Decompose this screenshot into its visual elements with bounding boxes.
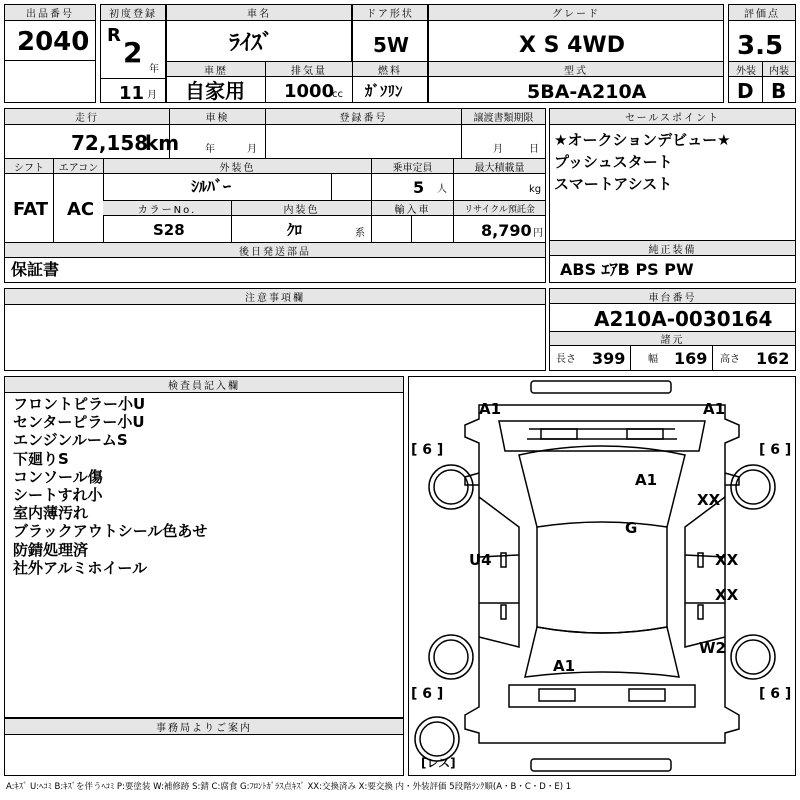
inspector-note: コンソール傷 xyxy=(13,467,103,486)
inspector-note: シートすれ小 xyxy=(13,486,103,505)
transfer-day-unit: 日 xyxy=(529,144,539,155)
cc-label: 排気量 xyxy=(266,62,352,77)
car-name-label: 車名 xyxy=(167,5,351,21)
car-diagram-box xyxy=(408,376,796,776)
color-no-label: カラーNo. xyxy=(103,201,231,216)
damage-mark: U4 xyxy=(469,551,492,569)
lot-number: 2040 xyxy=(17,27,90,57)
inspector-note: 防錆処理済 xyxy=(13,540,89,559)
ext-label: 外装 xyxy=(729,62,763,77)
door-type: 5W xyxy=(373,33,409,57)
score: 3.5 xyxy=(737,31,784,61)
capacity: 5 xyxy=(413,178,425,197)
equipment-box xyxy=(549,240,796,283)
damage-mark: A1 xyxy=(703,400,726,418)
width: 169 xyxy=(674,349,708,368)
color-no: S28 xyxy=(153,221,185,239)
damage-mark: A1 xyxy=(635,471,658,489)
ext-grade: D xyxy=(737,79,754,103)
score-label: 評価点 xyxy=(729,5,795,21)
car-name-box xyxy=(166,4,352,62)
sales-item: プッシュスタート xyxy=(554,153,673,171)
load-label: 最大積載量 xyxy=(453,159,545,174)
legend: A:ｷｽﾞ U:ﾍｺﾐ B:ｷｽﾞを伴うﾍｺﾐ P:要塗装 W:補修跡 S:錆 C:腐食 G:ﾌﾛﾝﾄｶﾞﾗｽ点ｷｽﾞ XX:交換済み X:要交換 内・外装評価 5段階ﾗﾝｸ順(A・B・C・D・E) 1 xyxy=(6,782,572,792)
first-reg-label: 初度登録 xyxy=(101,5,165,21)
damage-mark: G xyxy=(625,519,638,537)
chassis-label: 車台番号 xyxy=(550,289,795,304)
reg-year: 2 xyxy=(123,36,143,69)
sales-point-box xyxy=(549,108,796,241)
reg-month: 11 xyxy=(119,83,145,104)
capacity-label: 乗車定員 xyxy=(371,159,453,174)
mileage: 72,158 xyxy=(71,131,149,155)
tire-tread-rear-right: [ 6 ] xyxy=(759,686,792,702)
mileage-label: 走行 xyxy=(5,109,169,125)
car-name: ﾗｲｽﾞ xyxy=(229,31,274,56)
inspector-label: 検査員記入欄 xyxy=(5,377,403,393)
history: 自家用 xyxy=(185,79,245,103)
damage-mark: A1 xyxy=(553,657,576,675)
transfer-month-unit: 月 xyxy=(493,144,503,155)
capacity-unit: 人 xyxy=(437,184,447,195)
history-label: 車歴 xyxy=(167,62,265,77)
notes-label: 注意事項欄 xyxy=(5,289,545,305)
sales-item: ★オークションデビュー★ xyxy=(554,131,731,149)
tire-tread-rear-left: [ 6 ] xyxy=(411,686,444,702)
shift: FAT xyxy=(13,199,49,220)
ac: AC xyxy=(67,199,95,220)
damage-mark: W2 xyxy=(699,639,726,657)
inspector-note: フロントピラー小U xyxy=(13,395,146,413)
damage-mark: A1 xyxy=(479,400,502,418)
int-color: ｸﾛ xyxy=(287,221,303,239)
ac-label: エアコン xyxy=(53,159,103,174)
recycle-label: リサイクル預託金 xyxy=(453,201,545,216)
recycle-unit: 円 xyxy=(533,228,543,239)
history-box xyxy=(166,61,266,103)
lot-box xyxy=(4,4,96,61)
equipment: ABS ｴｱB PS PW xyxy=(560,260,694,279)
after-parts: 保証書 xyxy=(11,260,60,279)
office-label: 事務局よりご案内 xyxy=(5,719,403,735)
inspector-note: ブラックアウトシール色あせ xyxy=(13,522,208,541)
grade: X S 4WD xyxy=(519,33,625,58)
damage-mark: XX xyxy=(715,586,739,604)
lot-label: 出品番号 xyxy=(5,5,95,21)
int-label: 内装 xyxy=(762,62,795,77)
length-label: 長さ xyxy=(556,354,576,365)
inspector-box xyxy=(4,376,404,718)
score-box xyxy=(728,4,796,62)
reg-no-label: 登録番号 xyxy=(265,109,461,125)
damage-mark: XX xyxy=(697,491,721,509)
inspector-note: 社外アルミホイール xyxy=(13,558,148,577)
model-box xyxy=(428,61,724,103)
tire-tread-front-right: [ 6 ] xyxy=(759,442,792,458)
ext-int-box xyxy=(728,61,796,103)
insp-month-unit: 月 xyxy=(247,144,257,155)
damage-mark: XX xyxy=(715,551,739,569)
fuel: ｶﾞｿﾘﾝ xyxy=(365,82,403,100)
height: 162 xyxy=(756,349,790,368)
vehicle-details-box xyxy=(4,108,546,283)
chassis-number: A210A-0030164 xyxy=(594,307,773,331)
grade-box xyxy=(428,4,724,62)
door-label: ドア形状 xyxy=(353,5,427,21)
model-code: 5BA-A210A xyxy=(527,81,647,103)
cc-box xyxy=(265,61,353,103)
insp-year-unit: 年 xyxy=(205,144,215,155)
door-box xyxy=(352,4,428,62)
int-grade: B xyxy=(771,79,787,103)
after-parts-label: 後日発送部品 xyxy=(5,243,545,258)
office-box xyxy=(4,718,404,776)
year-unit: 年 xyxy=(149,64,159,75)
tire-tread-front-left: [ 6 ] xyxy=(411,442,444,458)
load-unit: kg xyxy=(529,184,542,195)
sales-point-label: セールスポイント xyxy=(550,109,795,125)
notes-box xyxy=(4,288,546,371)
recycle-fee: 8,790 xyxy=(481,221,532,240)
inspector-note: センターピラー小U xyxy=(13,413,145,432)
int-color-unit: 系 xyxy=(355,228,365,239)
era: R xyxy=(107,25,121,46)
width-label: 幅 xyxy=(648,354,658,365)
grade-label: グレード xyxy=(429,5,723,21)
transfer-label: 譲渡書類期限 xyxy=(461,109,545,125)
month-unit: 月 xyxy=(147,90,157,101)
chassis-box xyxy=(549,288,796,371)
length: 399 xyxy=(592,349,626,368)
inspector-note: 室内薄汚れ xyxy=(13,504,89,523)
shift-label: シフト xyxy=(5,159,53,174)
int-color-label: 内装色 xyxy=(231,201,371,216)
car-diagram xyxy=(409,377,795,775)
inspection-label: 車検 xyxy=(169,109,265,125)
inspector-note: 下廻りS xyxy=(13,449,69,468)
cc-unit: cc xyxy=(332,89,343,100)
equipment-label: 純正装備 xyxy=(550,241,795,256)
spec-label: 諸元 xyxy=(550,331,795,346)
ext-color-label: 外装色 xyxy=(103,159,371,174)
inspector-note: エンジンルームS xyxy=(13,431,128,450)
fuel-label: 燃料 xyxy=(353,62,427,77)
mileage-unit: km xyxy=(145,131,180,155)
lot-extra-box xyxy=(4,60,96,103)
fuel-box xyxy=(352,61,428,103)
first-reg-box xyxy=(100,4,166,103)
height-label: 高さ xyxy=(720,354,740,365)
displacement: 1000 xyxy=(284,81,335,102)
import-label: 輸入車 xyxy=(371,201,453,216)
model-label: 型式 xyxy=(429,62,723,77)
spare-tire-label: [レス] xyxy=(421,756,456,770)
rear-bumper-shape xyxy=(531,759,671,771)
sales-item: スマートアシスト xyxy=(554,175,673,193)
ext-color: ｼﾙﾊﾞｰ xyxy=(191,177,232,196)
